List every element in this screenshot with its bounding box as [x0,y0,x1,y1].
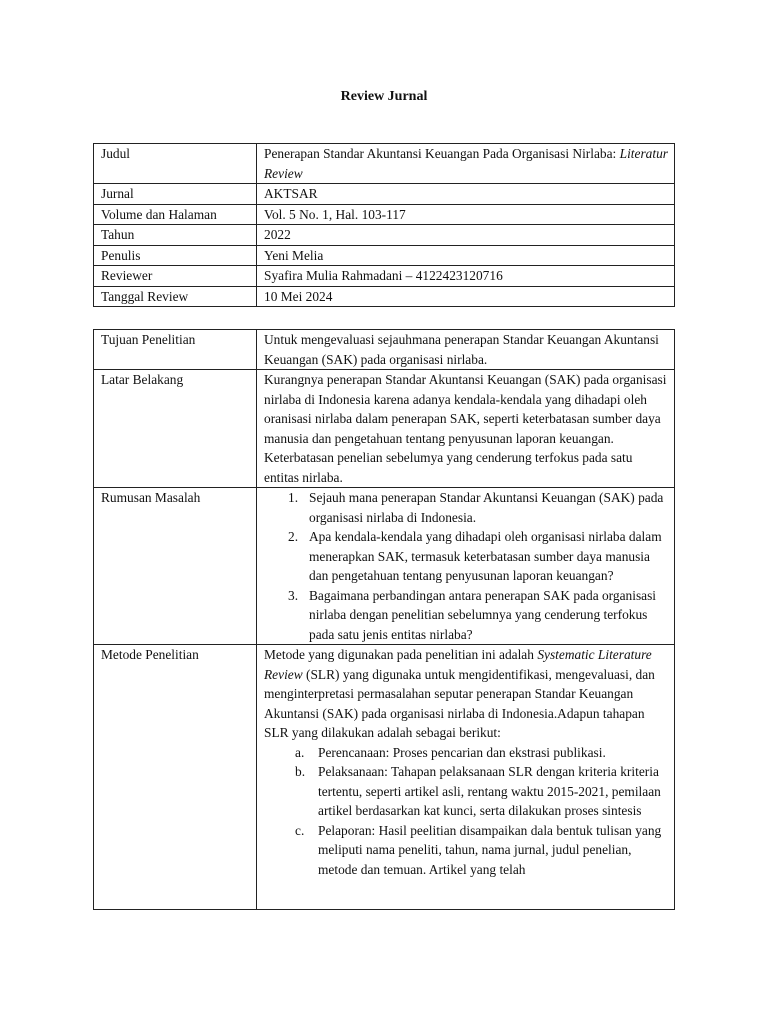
metode-intro-rest: (SLR) yang digunaka untuk mengidentifikasi, mengevaluasi, dan menginterpretasi permasalahan seputar penerapan Standar Keuangan Akuntansi (SAK) pada organisasi nirlaba di Indonesia.Adapun tahapan SLR yang dilakukan adalah sebagai berikut: [264,666,655,740]
judul-value [257,144,675,184]
metode-value [257,645,675,910]
table-row [94,144,675,184]
tujuan-label: Tujuan Penelitian [94,330,257,370]
judul-value-italic: Literatur Review [264,146,668,181]
volume-label: Volume dan Halaman [94,204,257,225]
page-title: Review Jurnal [340,89,428,104]
table-row [94,645,675,910]
latar-value: Kurangnya penerapan Standar Akuntansi Keuangan (SAK) pada organisasi nirlaba di Indonesia karena adanya kendala-kendala yang dihadapi oleh oranisasi nirlaba dalam penerapan SAK, seperti keterbatasan sumber daya manusia dan pengetahuan tentang penyusunan laporan keuangan. Keterbatasan penelian sebelumya yang cenderung terfokus pada satu entitas nirlaba. [257,370,675,488]
list-item-text: Perencanaan: Proses pencarian dan ekstrasi publikasi. [318,744,606,760]
table-row [94,225,675,246]
list-marker: 2. [288,529,299,544]
table-row [94,286,675,307]
metode-label: Metode Penelitian [94,645,257,910]
list-marker: 3. [288,587,299,603]
tahun-label: Tahun [94,225,257,246]
list-item-text: Pelaksanaan: Tahapan pelaksanaan SLR dengan kriteria kriteria tertentu, seperti artikel asli, rentang waktu 2015-2021, pemilaan artikel berdasarkan kat kunci, serta dilakukan proses sintesis [318,764,661,818]
tanggal-review-value: 10 Mei 2024 [257,286,675,307]
metode-intro [264,645,670,743]
table-row [94,184,675,205]
list-item [264,762,670,821]
list-item-text: Sejauh mana penerapan Standar Akuntansi Keuangan (SAK) pada organisasi nirlaba di Indonesia. [309,490,664,525]
list-item [264,488,670,527]
rumusan-value [257,488,675,645]
tujuan-value: Untuk mengevaluasi sejauhmana penerapan Standar Keuangan Akuntansi Keuangan (SAK) pada organisasi nirlaba. [257,330,675,370]
reviewer-value: Syafira Mulia Rahmadani – 4122423120716 [257,266,675,287]
list-marker: 1. [288,490,299,505]
journal-info-table [93,143,675,307]
list-item [264,586,670,645]
list-item-text: Bagaimana perbandingan antara penerapan SAK pada organisasi nirlaba dengan penelitian sebelumnya yang cenderung terfokus pada satu jenis entitas nirlaba? [309,587,657,642]
judul-label: Judul [94,144,257,184]
metode-intro-italic: Systematic Literature Review [264,647,652,682]
volume-value: Vol. 5 No. 1, Hal. 103-117 [257,204,675,225]
reviewer-label: Reviewer [94,266,257,287]
jurnal-value: AKTSAR [257,184,675,205]
rumusan-label: Rumusan Masalah [94,488,257,645]
rumusan-list [264,488,670,644]
list-marker: c. [295,822,305,838]
tanggal-review-label: Tanggal Review [94,286,257,307]
table-row [94,245,675,266]
list-marker: b. [295,764,306,779]
list-marker: a. [295,744,305,760]
table-row [94,370,675,488]
latar-label: Latar Belakang [94,370,257,488]
penulis-value: Yeni Melia [257,245,675,266]
list-item [264,527,670,586]
list-item-text: Pelaporan: Hasil peelitian disampaikan dala bentuk tulisan yang meliputi nama peneliti, tahun, nama jurnal, judul penelian, metode dan temuan. Artikel yang telah [318,822,662,877]
judul-value-main: Penerapan Standar Akuntansi Keuangan Pada Organisasi Nirlaba: [264,146,620,161]
list-item-text: Apa kendala-kendala yang dihadapi oleh organisasi nirlaba dalam menerapkan SAK, termasuk keterbatasan sumber daya manusia dan pengetahuan tentang penyusunan laporan keuangan? [309,529,662,583]
metode-intro-text: Metode yang digunakan pada penelitian ini adalah [264,647,538,662]
penulis-label: Penulis [94,245,257,266]
review-content-table [93,329,675,910]
tahun-value: 2022 [257,225,675,246]
jurnal-label: Jurnal [94,184,257,205]
table-row [94,488,675,645]
table-row [94,330,675,370]
list-item [264,821,670,880]
metode-steps-list [264,743,670,880]
list-item [264,743,670,763]
table-row [94,204,675,225]
table-row [94,266,675,287]
